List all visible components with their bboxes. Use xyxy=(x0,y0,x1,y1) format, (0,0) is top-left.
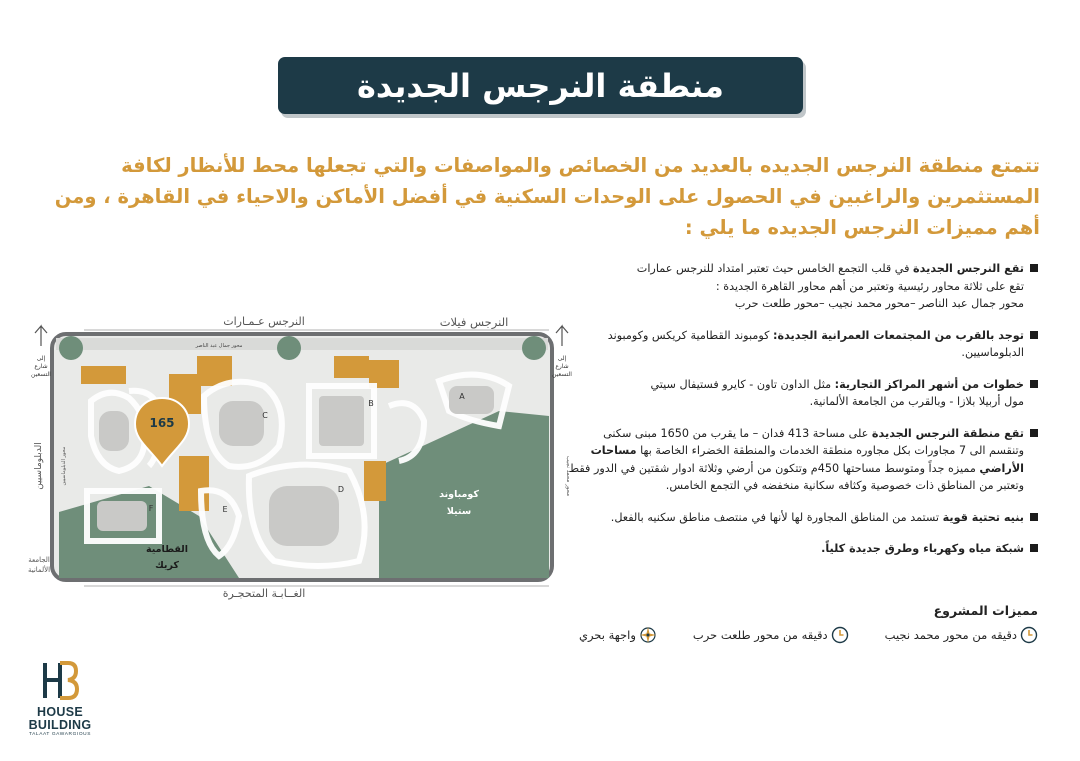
clock-icon xyxy=(831,626,849,644)
features-list xyxy=(568,260,1038,572)
axis-talaat: –محور طلعت حرب xyxy=(734,297,825,310)
feature-utilities: شبكة مياه وكهرباء وطرق جديدة كلياً. xyxy=(568,540,1038,558)
label-diplomats-axis: محور الدبلوماسيين xyxy=(61,446,67,486)
label-kattameya: القطامية xyxy=(145,544,189,555)
logo-house: HOUSE xyxy=(37,705,83,719)
feature-malls: خطوات من أشهر المراكز التجارية: مثل الداون تاون - كايرو فستيفال سيتي مول أربيلا بلازا - وبالقرب من الجامعة الألمانية. xyxy=(568,376,1038,411)
compass-icon xyxy=(639,626,657,644)
feature-area: تقع منطقة النرجس الجديدة على مساحة 413 فدان – ما يقرب من 1650 مبنى سكنى وتنقسم الى 7 مجاورات بكل مجاوره منطقة الخدمات والمنطقة الخضراء الخاصة بها مساحات الأراضي مميزه جداً ومتوسط مساحتها 450م وتتكون من أرضي وثلاثة ادوار شقتين في الدور فقط وتعتبر من المناطق ذات خصوصية وكثافه سكانية منخفضه في التجمع الخامس. xyxy=(568,425,1038,495)
project-feature-north: واجهة بحري xyxy=(579,626,657,644)
label-narges-buildings: النرجس عـمـارات xyxy=(223,315,305,328)
svg-text:C: C xyxy=(262,411,268,420)
label-stella: كومباوند xyxy=(439,489,479,500)
project-feature-naguib: دقيقه من محور محمد نجيب xyxy=(885,626,1038,644)
logo-building: BUILDING xyxy=(28,718,92,732)
svg-text:F: F xyxy=(148,504,154,513)
svg-text:التسعين: التسعين xyxy=(31,371,51,378)
svg-text:A: A xyxy=(459,392,465,401)
feature-location: تقع النرجس الجديدة في قلب التجمع الخامس حيث تعتبر امتداد للنرجس عمارات تقع على ثلاثة محاور رئيسية وتعتبر من أهم محاور القاهرة الجديدة : محور جمال عبد الناصر –محور محمد نجيب –محور طلعت حرب xyxy=(568,260,1038,313)
label-narges-villas: النرجس فيلات xyxy=(439,315,509,329)
axis-gamal: محور جمال عبد الناصر xyxy=(919,297,1024,310)
house-building-logo xyxy=(20,660,100,750)
label-gamal-road: محور جمال عبد الناصر xyxy=(195,343,243,349)
label-kreek: كريك xyxy=(155,560,179,571)
feature-communities: توجد بالقرب من المجتمعات العمرانية الجديدة: كومبوند القطامية كريكس وكومبوند الدبلوماسيين. xyxy=(568,327,1038,362)
area-map xyxy=(27,315,572,606)
intro-paragraph: تتمتع منطقة النرجس الجديده بالعديد من الخصائص والمواصفات والتي تجعلها محط للأنظار لكافة المستثمرين والراغبين في الحصول على الوحدات السكنية في أفضل الأماكن والاحياء في القاهرة ، ومن أهم مميزات النرجس الجديده ما يلي : xyxy=(54,154,1040,239)
label-petrified-forest: الغــابـة المتحجـرة xyxy=(222,587,306,600)
feature-bold: تقع النرجس الجديدة xyxy=(913,262,1024,275)
svg-text:إلى: إلى xyxy=(557,355,567,362)
logo-tagline: TALAAT GAWARGIOUS xyxy=(28,732,92,737)
svg-text:إلى: إلى xyxy=(36,355,46,362)
project-feature-talaat: دقيقه من محور طلعت حرب xyxy=(693,626,849,644)
arrow-up-left xyxy=(35,326,47,346)
label-german-uni2: الألمانية xyxy=(27,566,51,574)
project-features-title: مميزات المشروع xyxy=(933,603,1038,618)
label-german-uni: الجامعة xyxy=(28,556,50,564)
axes-row xyxy=(568,295,1024,313)
svg-text:التسعين: التسعين xyxy=(552,371,572,378)
label-diplomats: الدبلوماسيين xyxy=(34,442,44,490)
hb-logo-mark xyxy=(40,660,80,702)
clock-icon xyxy=(1020,626,1038,644)
label-stella2: ستيلا xyxy=(446,506,472,517)
page-title: منطقة النرجس الجديدة xyxy=(357,66,724,105)
svg-text:شارع: شارع xyxy=(34,363,48,370)
arrow-up-right xyxy=(556,326,568,346)
label-naguib-axis: محور محمد نجيب xyxy=(565,455,571,497)
svg-text:B: B xyxy=(368,399,374,408)
title-banner xyxy=(278,57,803,114)
svg-text:شارع: شارع xyxy=(555,363,569,370)
svg-text:E: E xyxy=(222,505,228,514)
pin-number: 165 xyxy=(149,416,175,430)
axis-naguib: –محور محمد نجيب xyxy=(828,297,916,310)
feature-infrastructure: بنيه تحتية قوية تستمد من المناطق المجاورة لها لأنها في منتصف مناطق سكنيه بالفعل. xyxy=(568,509,1038,527)
project-features-row xyxy=(579,626,1038,644)
svg-text:D: D xyxy=(337,485,345,494)
